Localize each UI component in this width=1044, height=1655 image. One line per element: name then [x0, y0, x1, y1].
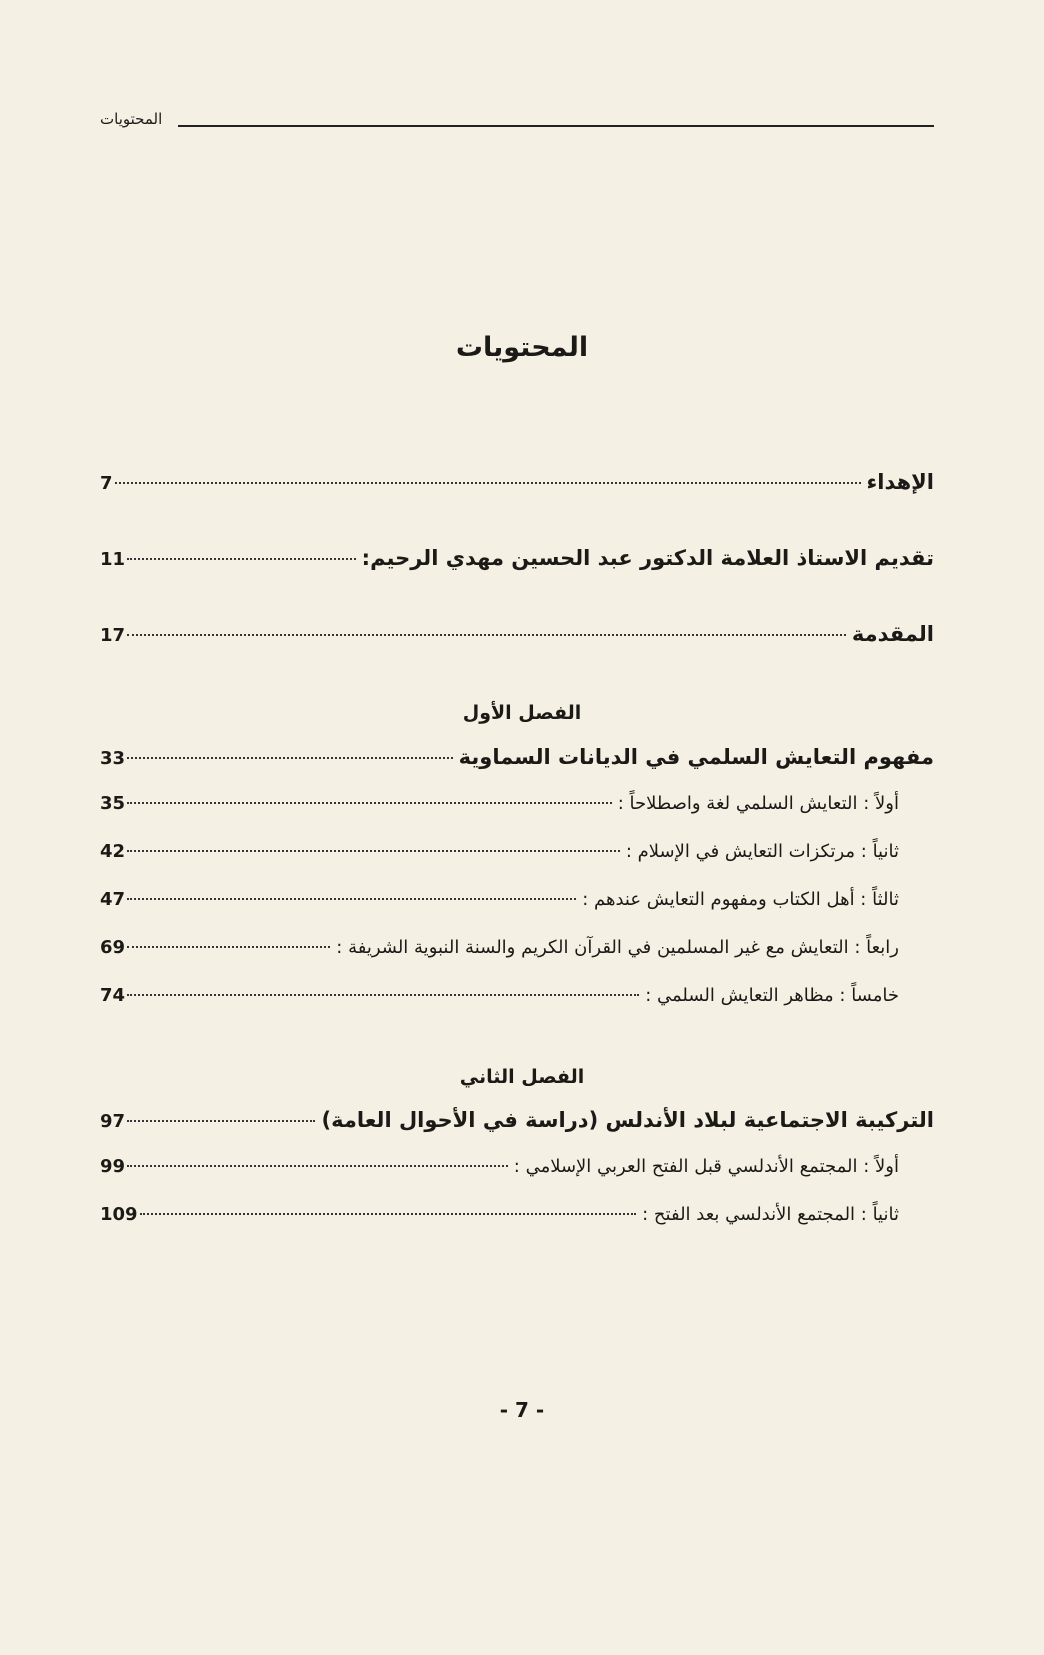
- page-number: - 7 -: [499, 1398, 545, 1422]
- toc-entry-label: مفهوم التعايش السلمي في الديانات السماوية: [458, 745, 934, 769]
- dot-leader: [115, 482, 861, 484]
- toc-page-number: 42: [100, 841, 126, 862]
- toc-page-number: 74: [100, 985, 126, 1006]
- dot-leader: [127, 634, 846, 636]
- dot-leader: [127, 946, 330, 948]
- toc-entry-dedication: [100, 470, 934, 504]
- toc-page-number: 17: [100, 625, 126, 646]
- toc-subentry: [100, 889, 899, 923]
- toc-entry-label: ثالثاً : أهل الكتاب ومفهوم التعايش عندهم :: [582, 889, 899, 910]
- dot-leader: [127, 1165, 508, 1167]
- toc-chapter-title: [100, 745, 934, 779]
- toc-page-number: 97: [100, 1111, 126, 1132]
- toc-entry-label: أولاً : المجتمع الأندلسي قبل الفتح العربي الإسلامي :: [513, 1156, 899, 1177]
- toc-entry-label: التركيبة الاجتماعية لبلاد الأندلس (دراسة في الأحوال العامة): [321, 1108, 934, 1132]
- toc-subentry: [100, 1156, 899, 1190]
- toc-entry-introduction: [100, 622, 934, 656]
- toc-entry-label: ثانياً : المجتمع الأندلسي بعد الفتح :: [642, 1204, 899, 1225]
- toc-entry-label: خامساً : مظاهر التعايش السلمي :: [645, 985, 899, 1006]
- running-header-title: المحتويات: [100, 110, 170, 128]
- dot-leader: [127, 1120, 315, 1122]
- dot-leader: [140, 1213, 637, 1215]
- toc-page-number: 99: [100, 1156, 126, 1177]
- toc-page-number: 33: [100, 748, 126, 769]
- toc-page-number: 47: [100, 889, 126, 910]
- toc-entry-foreword: [100, 546, 934, 580]
- dot-leader: [127, 802, 612, 804]
- toc-subentry: [100, 937, 899, 971]
- toc-page-number: 7: [100, 473, 113, 494]
- toc-subentry: [100, 985, 899, 1019]
- toc-page-number: 69: [100, 937, 126, 958]
- toc-subentry: [100, 841, 899, 875]
- toc-page-number: 109: [100, 1204, 138, 1225]
- dot-leader: [127, 757, 453, 759]
- toc-entry-label: الإهداء: [866, 470, 934, 494]
- toc-page-number: 35: [100, 793, 126, 814]
- dot-leader: [127, 850, 620, 852]
- toc-chapter-title: [100, 1108, 934, 1142]
- page-title: المحتويات: [455, 332, 589, 363]
- toc-entry-label: تقديم الاستاذ العلامة الدكتور عبد الحسين مهدي الرحيم:: [361, 546, 934, 570]
- toc-page-number: 11: [100, 549, 126, 570]
- chapter-heading: الفصل الثاني: [459, 1066, 585, 1088]
- toc-entry-label: رابعاً : التعايش مع غير المسلمين في القرآن الكريم والسنة النبوية الشريفة :: [336, 937, 899, 958]
- dot-leader: [127, 558, 356, 560]
- toc-entry-label: المقدمة: [851, 622, 934, 646]
- dot-leader: [127, 994, 639, 996]
- toc-subentry: [100, 1204, 899, 1238]
- chapter-heading: الفصل الأول: [462, 702, 582, 724]
- toc-entry-label: ثانياً : مرتكزات التعايش في الإسلام :: [625, 841, 899, 862]
- toc-entry-label: أولاً : التعايش السلمي لغة واصطلاحاً :: [617, 793, 899, 814]
- running-header: [100, 110, 934, 130]
- toc-subentry: [100, 793, 899, 827]
- header-rule: [178, 125, 934, 127]
- dot-leader: [127, 898, 576, 900]
